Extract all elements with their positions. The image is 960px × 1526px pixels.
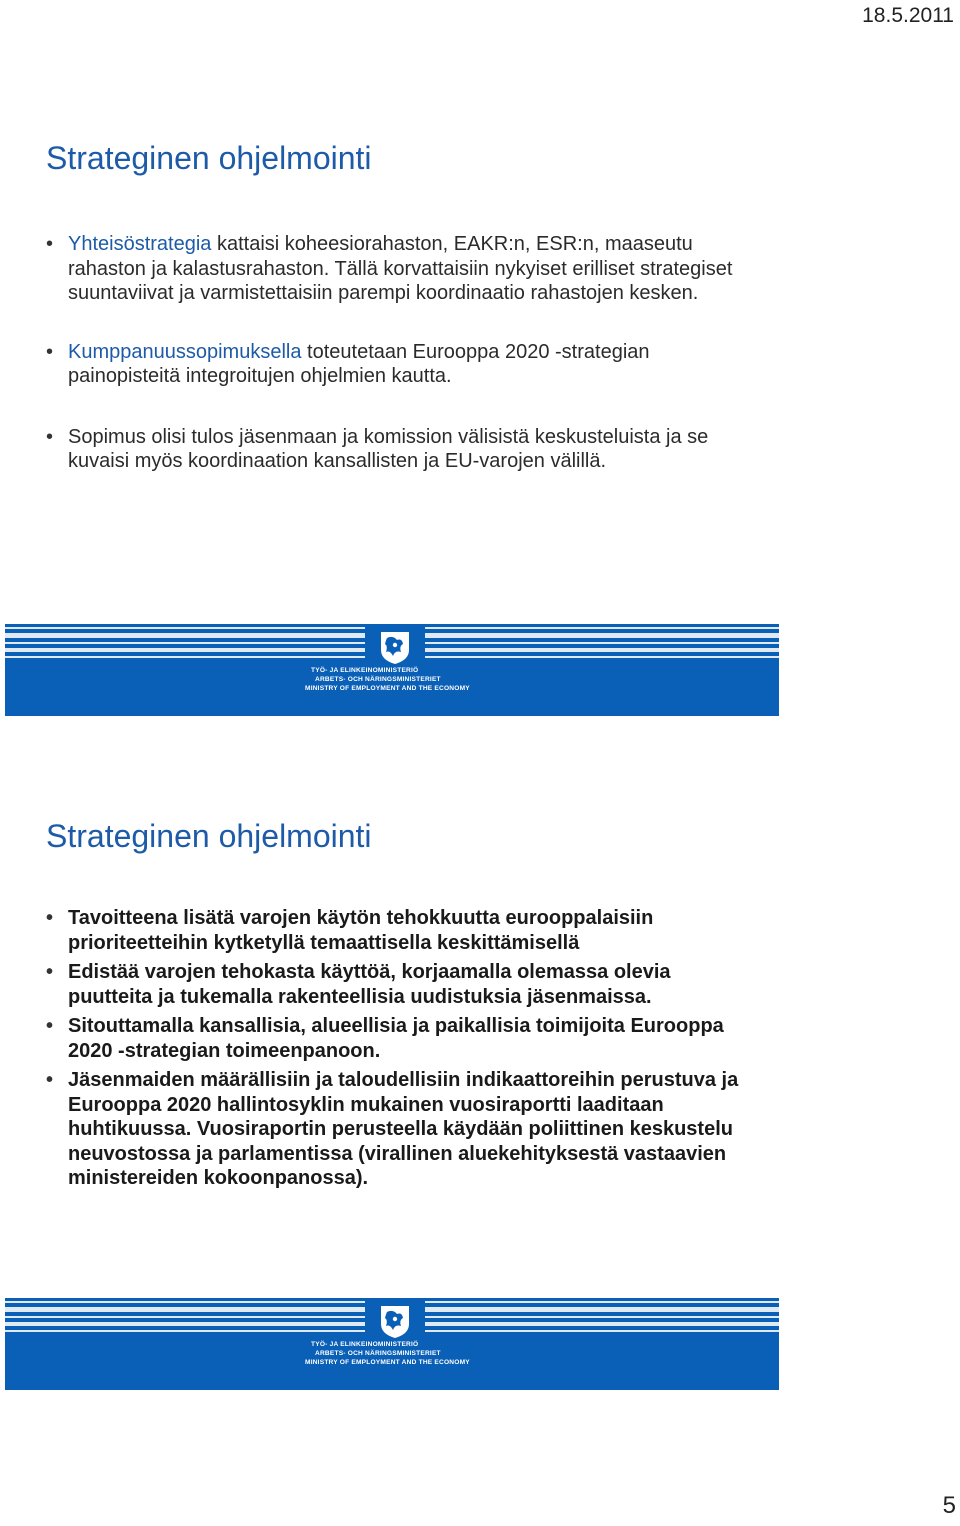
ministry-name-en: MINISTRY OF EMPLOYMENT AND THE ECONOMY <box>305 685 470 692</box>
page-number: 5 <box>942 1492 956 1519</box>
ministry-name-sv: ARBETS- OCH NÄRINGSMINISTERIET <box>315 676 441 683</box>
bullet-text: kattaisi koheesiorahaston, EAKR:n, ESR:n, maaseutu rahaston ja kalastusrahaston. Tällä korvattaisiin nykyiset erilliset strategiset suuntaviivat ja varmistettaisiin parempi koordinaatio rahastojen kesken. <box>68 233 733 304</box>
bullet-item <box>44 232 744 306</box>
ministry-name-fi: TYÖ- JA ELINKEINOMINISTERIÖ <box>311 1341 419 1348</box>
ministry-name <box>305 666 545 693</box>
ministry-name-fi: TYÖ- JA ELINKEINOMINISTERIÖ <box>311 667 419 674</box>
ministry-banner <box>5 624 779 716</box>
ministry-name-en: MINISTRY OF EMPLOYMENT AND THE ECONOMY <box>305 1359 470 1366</box>
bullet-item: • Jäsenmaiden määrällisiin ja taloudellisiin indikaattoreihin perustuva ja Eurooppa 2020 hallintosyklin mukainen vuosiraportti laaditaan huhtikuussa. Vuosiraportin perusteella käydään poliittinen keskustelu neuvostossa ja parlamentissa (virallinen aluekehityksestä vastaavien ministereiden kokoonpanossa). <box>44 1068 744 1191</box>
bullet-text: Sopimus olisi tulos jäsenmaan ja komission välisistä keskusteluista ja se kuvaisi myös koordinaation kansallisten ja EU-varojen välillä. <box>68 425 709 472</box>
bullet-item <box>44 340 744 389</box>
bullet-item <box>44 425 744 474</box>
finnish-lion-emblem-icon <box>375 1302 415 1340</box>
slide-title: Strateginen ohjelmointi <box>46 818 372 854</box>
bullet-lead: Kumppanuussopimuksella <box>68 340 302 363</box>
bullet-item: • Tavoitteena lisätä varojen käytön tehokkuutta eurooppalaisiin prioriteetteihin kytketyllä temaattisella keskittämisellä <box>44 906 744 955</box>
bullet-list <box>44 232 744 508</box>
bullet-text: toteutetaan Eurooppa 2020 -strategian painopisteitä integroitujen ohjelmien kautta. <box>68 340 650 387</box>
bullet-item: • Edistää varojen tehokasta käyttöä, korjaamalla olemassa olevia puutteita ja tukemalla rakenteellisia uudistuksia jäsenmaissa. <box>44 960 744 1009</box>
ministry-name <box>305 1340 545 1367</box>
bullet-item: • Sitouttamalla kansallisia, alueellisia ja paikallisia toimijoita Eurooppa 2020 -strategian toimeenpanoon. <box>44 1014 744 1063</box>
bullet-lead: Yhteisöstrategia <box>68 233 212 255</box>
ministry-name-sv: ARBETS- OCH NÄRINGSMINISTERIET <box>315 1350 441 1357</box>
bullet-list <box>44 906 744 1196</box>
finnish-lion-emblem-icon <box>375 628 415 666</box>
ministry-banner <box>5 1298 779 1390</box>
slide-title: Strateginen ohjelmointi <box>46 140 372 176</box>
header-date: 18.5.2011 <box>862 4 954 27</box>
